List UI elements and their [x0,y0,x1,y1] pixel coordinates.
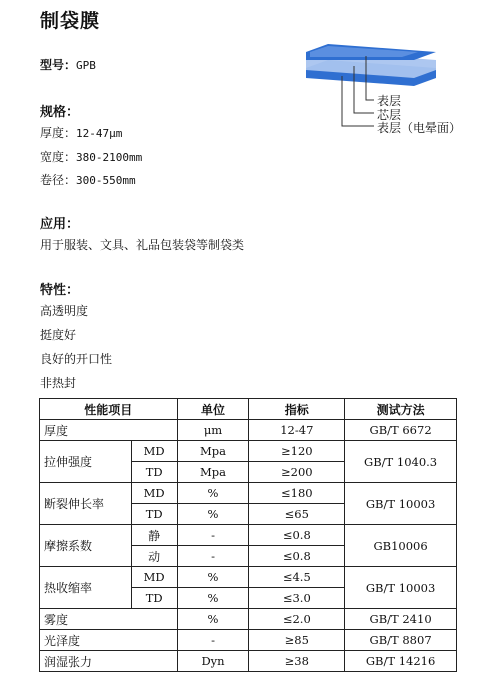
table-row [40,651,457,672]
row-value: ≤180 [249,483,345,504]
spec-width-label: 宽度： [40,150,77,164]
film-layer-diagram [298,40,448,130]
table-row [40,567,457,588]
row-method: GB/T 10003 [345,567,457,609]
table-header-row [40,399,457,420]
header-unit: 单位 [177,399,249,420]
row-unit: - [177,525,249,546]
features-heading: 特性： [40,283,80,298]
row-name: 雾度 [40,609,178,630]
table-row [40,630,457,651]
row-unit: Mpa [177,462,249,483]
header-property: 性能项目 [40,399,178,420]
spec-thickness [40,124,122,141]
row-method: GB/T 2410 [345,609,457,630]
row-direction: MD [131,483,177,504]
feature-item: 良好的开口性 [40,352,113,366]
row-direction: 静 [131,525,177,546]
row-value: ≥38 [249,651,345,672]
spec-roll-diameter [40,171,136,188]
row-name: 拉伸强度 [40,441,132,483]
row-method: GB/T 1040.3 [345,441,457,483]
spec-roll-label: 卷径： [40,173,77,187]
table-row [40,609,457,630]
row-name: 摩擦系数 [40,525,132,567]
row-direction: MD [131,441,177,462]
row-method: GB/T 6672 [345,420,457,441]
row-value: ≤4.5 [249,567,345,588]
row-name: 断裂伸长率 [40,483,132,525]
row-value: ≤65 [249,504,345,525]
page-title: 制袋膜 [40,10,101,32]
row-unit: μm [177,420,249,441]
row-direction: TD [131,462,177,483]
application-heading: 应用： [40,217,80,232]
spec-width-value: 380-2100mm [76,151,143,164]
callout-line-bottom [342,76,374,126]
feature-item: 高透明度 [40,304,89,318]
table-row [40,525,457,546]
row-unit: - [177,546,249,567]
film-label-bottom: 表层（电晕面） [377,121,462,135]
row-value: ≤0.8 [249,525,345,546]
film-label-core: 芯层 [377,108,402,122]
model-line [40,56,96,73]
row-value: ≥200 [249,462,345,483]
row-unit: % [177,588,249,609]
row-method: GB10006 [345,525,457,567]
row-unit: % [177,504,249,525]
row-unit: Mpa [177,441,249,462]
spec-heading: 规格： [40,105,80,120]
spec-table [39,398,457,672]
header-value: 指标 [249,399,345,420]
row-unit: Dyn [177,651,249,672]
spec-roll-value: 300-550mm [76,174,136,187]
row-method: GB/T 14216 [345,651,457,672]
table-row [40,441,457,462]
row-value: ≤2.0 [249,609,345,630]
row-direction: TD [131,588,177,609]
model-label: 型号： [40,58,77,72]
row-value: ≥120 [249,441,345,462]
row-method: GB/T 10003 [345,483,457,525]
row-value: 12-47 [249,420,345,441]
row-method: GB/T 8807 [345,630,457,651]
row-unit: % [177,609,249,630]
row-direction: MD [131,567,177,588]
feature-item: 非热封 [40,376,77,390]
row-name: 润湿张力 [40,651,178,672]
row-unit: - [177,630,249,651]
model-value: GPB [76,59,96,72]
row-value: ≤0.8 [249,546,345,567]
header-method: 测试方法 [345,399,457,420]
application-text: 用于服装、文具、礼品包装袋等制袋类 [40,238,245,252]
row-value: ≥85 [249,630,345,651]
spec-thickness-value: 12-47μm [76,127,123,140]
film-label-top: 表层 [377,94,402,108]
row-unit: % [177,567,249,588]
spec-thickness-label: 厚度： [40,126,77,140]
feature-item: 挺度好 [40,328,77,342]
table-row [40,420,457,441]
row-unit: % [177,483,249,504]
table-row [40,483,457,504]
row-name: 厚度 [40,420,178,441]
row-name: 光泽度 [40,630,178,651]
spec-width [40,148,142,165]
row-direction: 动 [131,546,177,567]
row-name: 热收缩率 [40,567,132,609]
row-direction: TD [131,504,177,525]
row-value: ≤3.0 [249,588,345,609]
